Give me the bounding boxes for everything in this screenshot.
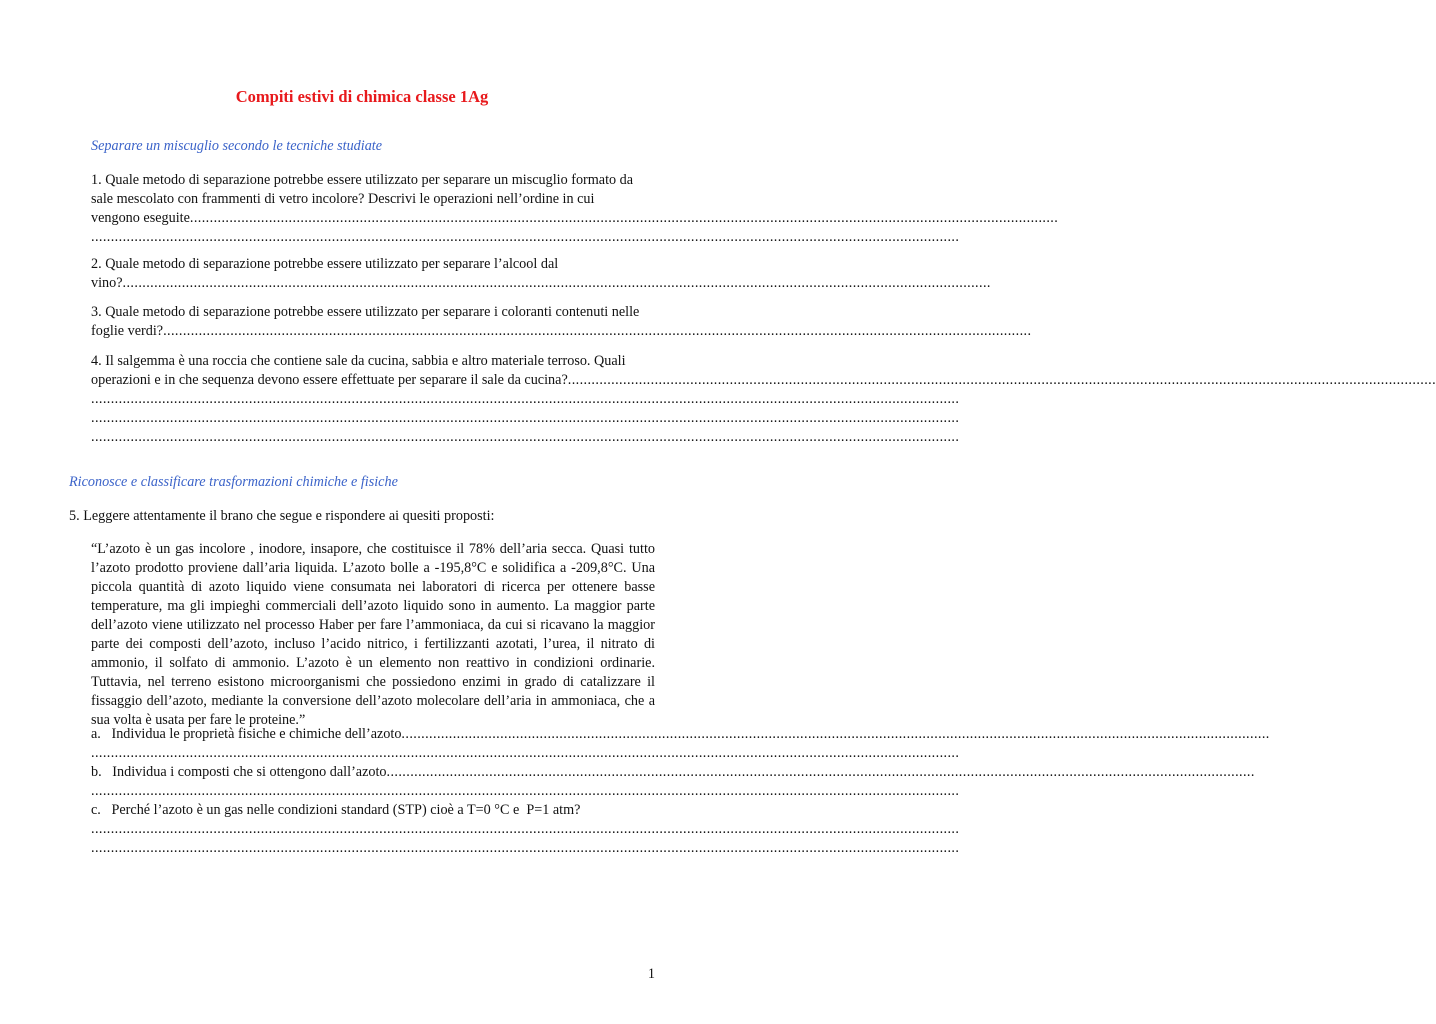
question-5-passage: “L’azoto è un gas incolore , inodore, insapore, che costituisce il 78% dell’aria secca. Quasi tutto l’azoto prodotto proviene dall’aria liquida. L’azoto bolle a -195,8°C e solidifica a -209,8°C. Una piccola quantità di azoto liquido viene consumata nei laboratori di ricerca per ottenere basse temperature, ma gli impieghi commerciali dell’azoto liquido sono in aumento. La maggior parte dell’azoto viene utilizzato nel processo Haber per fare l’ammoniaca, da cui si ricavano la maggior parte dei composti dell’azoto, incluso l’acido nitrico, i fertilizzanti azotati, l’urea, il nitrato di ammonio, il solfato di ammonio. L’azoto è un elemento non reattivo in condizioni ordinarie. Tuttavia, nel terreno esistono microorganismi che possiedono enzimi in grado di catalizzare il fissaggio dell’azoto, mediante la conversione dell’azoto molecolare dell’aria in ammoniaca, che a sua volta è usata per fare le proteine.” [91, 541, 655, 728]
answer-line[interactable]: ............................................................................................................................................................................................................................ [91, 783, 960, 799]
question-4-line-2-text: operazioni e in che sequenza devono essere effettuate per separare il sale da cucina? [91, 372, 568, 388]
page-number: 1 [647, 966, 655, 982]
answer-line[interactable]: ............................................................................................................................................................................................................................ [386, 764, 1255, 780]
answer-line[interactable]: ............................................................................................................................................................................................................................ [91, 745, 960, 761]
answer-line[interactable]: ............................................................................................................................................................................................................................ [163, 323, 1032, 339]
question-4 [91, 352, 1436, 447]
section-heading-separation: Separare un miscuglio secondo le tecniche studiate [91, 138, 383, 154]
answer-line[interactable]: ............................................................................................................................................................................................................................ [122, 275, 991, 291]
question-2-line-2-text: vino? [91, 275, 123, 291]
question-5-intro: 5. Leggere attentamente il brano che segue e rispondere ai quesiti proposti: [69, 508, 495, 524]
question-2 [91, 255, 991, 293]
question-1-line-3-text: vengono eseguite [91, 210, 190, 226]
answer-line[interactable]: ............................................................................................................................................................................................................................ [91, 391, 960, 407]
answer-line[interactable]: ............................................................................................................................................................................................................................ [189, 210, 1059, 226]
answer-line[interactable]: ............................................................................................................................................................................................................................ [91, 229, 960, 245]
page-title: Compiti estivi di chimica classe 1Ag [235, 87, 489, 106]
answer-line[interactable]: ............................................................................................................................................................................................................................ [567, 372, 1436, 388]
answer-line[interactable]: ............................................................................................................................................................................................................................ [91, 410, 960, 426]
question-4-line-2 [91, 371, 1436, 390]
question-3-line-2 [91, 322, 1032, 341]
answer-line[interactable]: ............................................................................................................................................................................................................................ [91, 429, 960, 445]
question-1-line-3 [91, 209, 1059, 228]
section-heading-transformations: Riconosce e classificare trasformazioni chimiche e fisiche [69, 474, 398, 490]
subquestion-c: c. Perché l’azoto è un gas nelle condizioni standard (STP) cioè a T=0 °C e P=1 atm? [91, 802, 581, 818]
subquestion-a-text: a. Individua le proprietà fisiche e chimiche dell’azoto [91, 726, 402, 742]
question-1-line-1: 1. Quale metodo di separazione potrebbe essere utilizzato per separare un miscuglio formato da [91, 172, 634, 188]
subquestion-b-text: b. Individua i composti che si ottengono dall’azoto [91, 764, 387, 780]
question-3-line-2-text: foglie verdi? [91, 323, 164, 339]
question-2-line-2 [91, 274, 991, 293]
question-4-line-1: 4. Il salgemma è una roccia che contiene sale da cucina, sabbia e altro materiale terroso. Quali [91, 353, 626, 369]
question-5-subquestions [91, 725, 1270, 858]
question-3 [91, 303, 1032, 341]
subquestion-b [91, 763, 1255, 782]
question-3-line-1: 3. Quale metodo di separazione potrebbe essere utilizzato per separare i coloranti contenuti nelle [91, 304, 640, 320]
question-1 [91, 171, 1059, 247]
subquestion-a [91, 725, 1270, 744]
answer-line[interactable]: ............................................................................................................................................................................................................................ [91, 840, 960, 856]
question-2-line-1: 2. Quale metodo di separazione potrebbe essere utilizzato per separare l’alcool dal [91, 256, 559, 272]
answer-line[interactable]: ............................................................................................................................................................................................................................ [91, 821, 960, 837]
answer-line[interactable]: ............................................................................................................................................................................................................................ [401, 726, 1270, 742]
question-1-line-2: sale mescolato con frammenti di vetro incolore? Descrivi le operazioni nell’ordine in cui [91, 191, 595, 207]
